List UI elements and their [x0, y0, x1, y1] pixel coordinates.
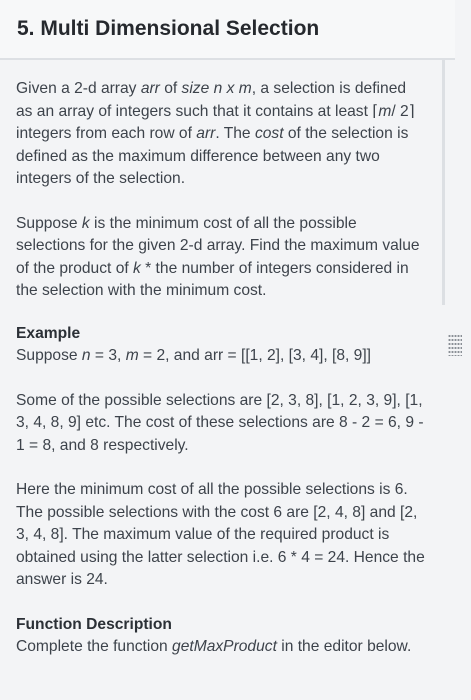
resize-grip-icon[interactable]	[448, 334, 462, 356]
example-input: Suppose n = 3, m = 2, and arr = [[1, 2], [3, 4], [8, 9]]	[16, 347, 372, 364]
scrollbar[interactable]	[442, 60, 445, 305]
function-description-heading: Function Description	[16, 615, 172, 633]
example-heading: Example	[16, 324, 81, 342]
problem-header	[0, 0, 455, 60]
example-answer-paragraph: Here the minimum cost of all the possible selections is 6. The possible selections with the cost 6 are [2, 4, 8] and [2, 3, 4, 8]. The maximum value of the required product is obtained using the latter selection i.e. 6 * 4 = 24. Hence the answer is 24.	[16, 481, 425, 588]
example-selections-paragraph: Some of the possible selections are [2, 3, 8], [1, 2, 3, 9], [1, 3, 4, 8, 9] etc. The cost of these selections are 8 - 2 = 6, 9 - 1 = 8, and 8 respectively.	[16, 391, 424, 454]
task-paragraph: Suppose k is the minimum cost of all the possible selections for the given 2-d array. Find the maximum value of the product of k * the number of integers considered in the selection with the minimum cost.	[16, 214, 420, 299]
function-description-text: Complete the function getMaxProduct in the editor below.	[16, 638, 412, 655]
problem-title: 5. Multi Dimensional Selection	[17, 17, 320, 40]
problem-statement	[16, 78, 426, 659]
definition-paragraph: Given a 2-d array arr of size n x m, a selection is defined as an array of integers such that it contains at least ⌈m/ 2⌉ integers from each row of arr. The cost of the selection is defined as the maximum difference between any two integers of the selection.	[16, 80, 415, 187]
